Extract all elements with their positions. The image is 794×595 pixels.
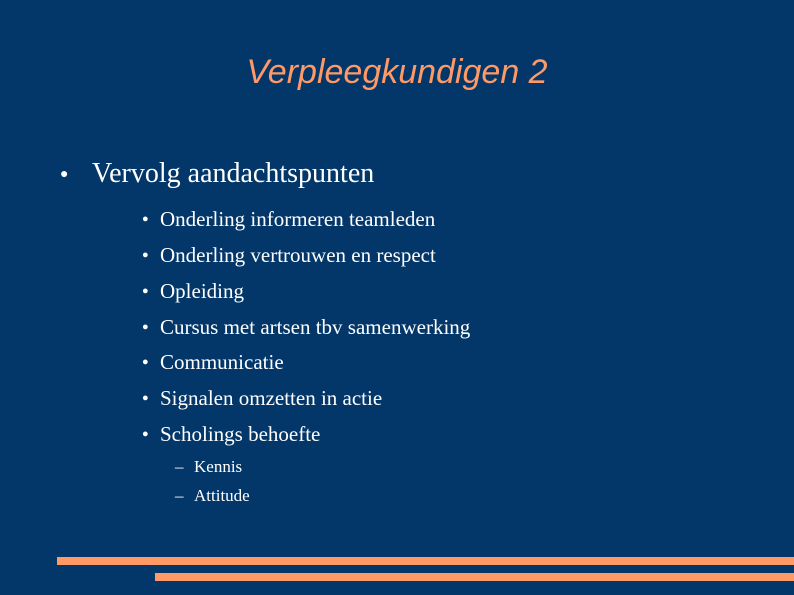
- dash-icon: –: [175, 486, 184, 505]
- main-bullet-text: Vervolg aandachtspunten: [92, 158, 375, 189]
- sub-sub-bullet-text: Kennis: [194, 457, 243, 476]
- bullet-icon: ●: [142, 285, 149, 297]
- sub-bullet-text: Opleiding: [160, 279, 244, 303]
- sub-bullet-text: Communicatie: [160, 350, 284, 374]
- sub-bullet-text: Onderling vertrouwen en respect: [160, 243, 436, 267]
- sub-bullet-text: Signalen omzetten in actie: [160, 386, 383, 410]
- bullet-icon: ●: [142, 213, 149, 225]
- bullet-icon: ●: [142, 249, 149, 261]
- bullet-icon: ●: [60, 167, 69, 182]
- bullet-icon: ●: [142, 356, 149, 368]
- sub-bullet-text: Scholings behoefte: [160, 422, 321, 446]
- bullet-icon: ●: [142, 428, 149, 440]
- bullet-icon: ●: [142, 392, 149, 404]
- dash-icon: –: [175, 457, 184, 476]
- sub-bullet-text: Cursus met artsen tbv samenwerking: [160, 315, 471, 339]
- sub-sub-bullet-text: Attitude: [194, 486, 250, 505]
- decorative-bar-bottom: [155, 573, 794, 581]
- slide-title: Verpleegkundigen 2: [246, 53, 548, 91]
- decorative-bar-top: [57, 557, 794, 565]
- bullet-icon: ●: [142, 321, 149, 333]
- sub-bullet-text: Onderling informeren teamleden: [160, 207, 436, 231]
